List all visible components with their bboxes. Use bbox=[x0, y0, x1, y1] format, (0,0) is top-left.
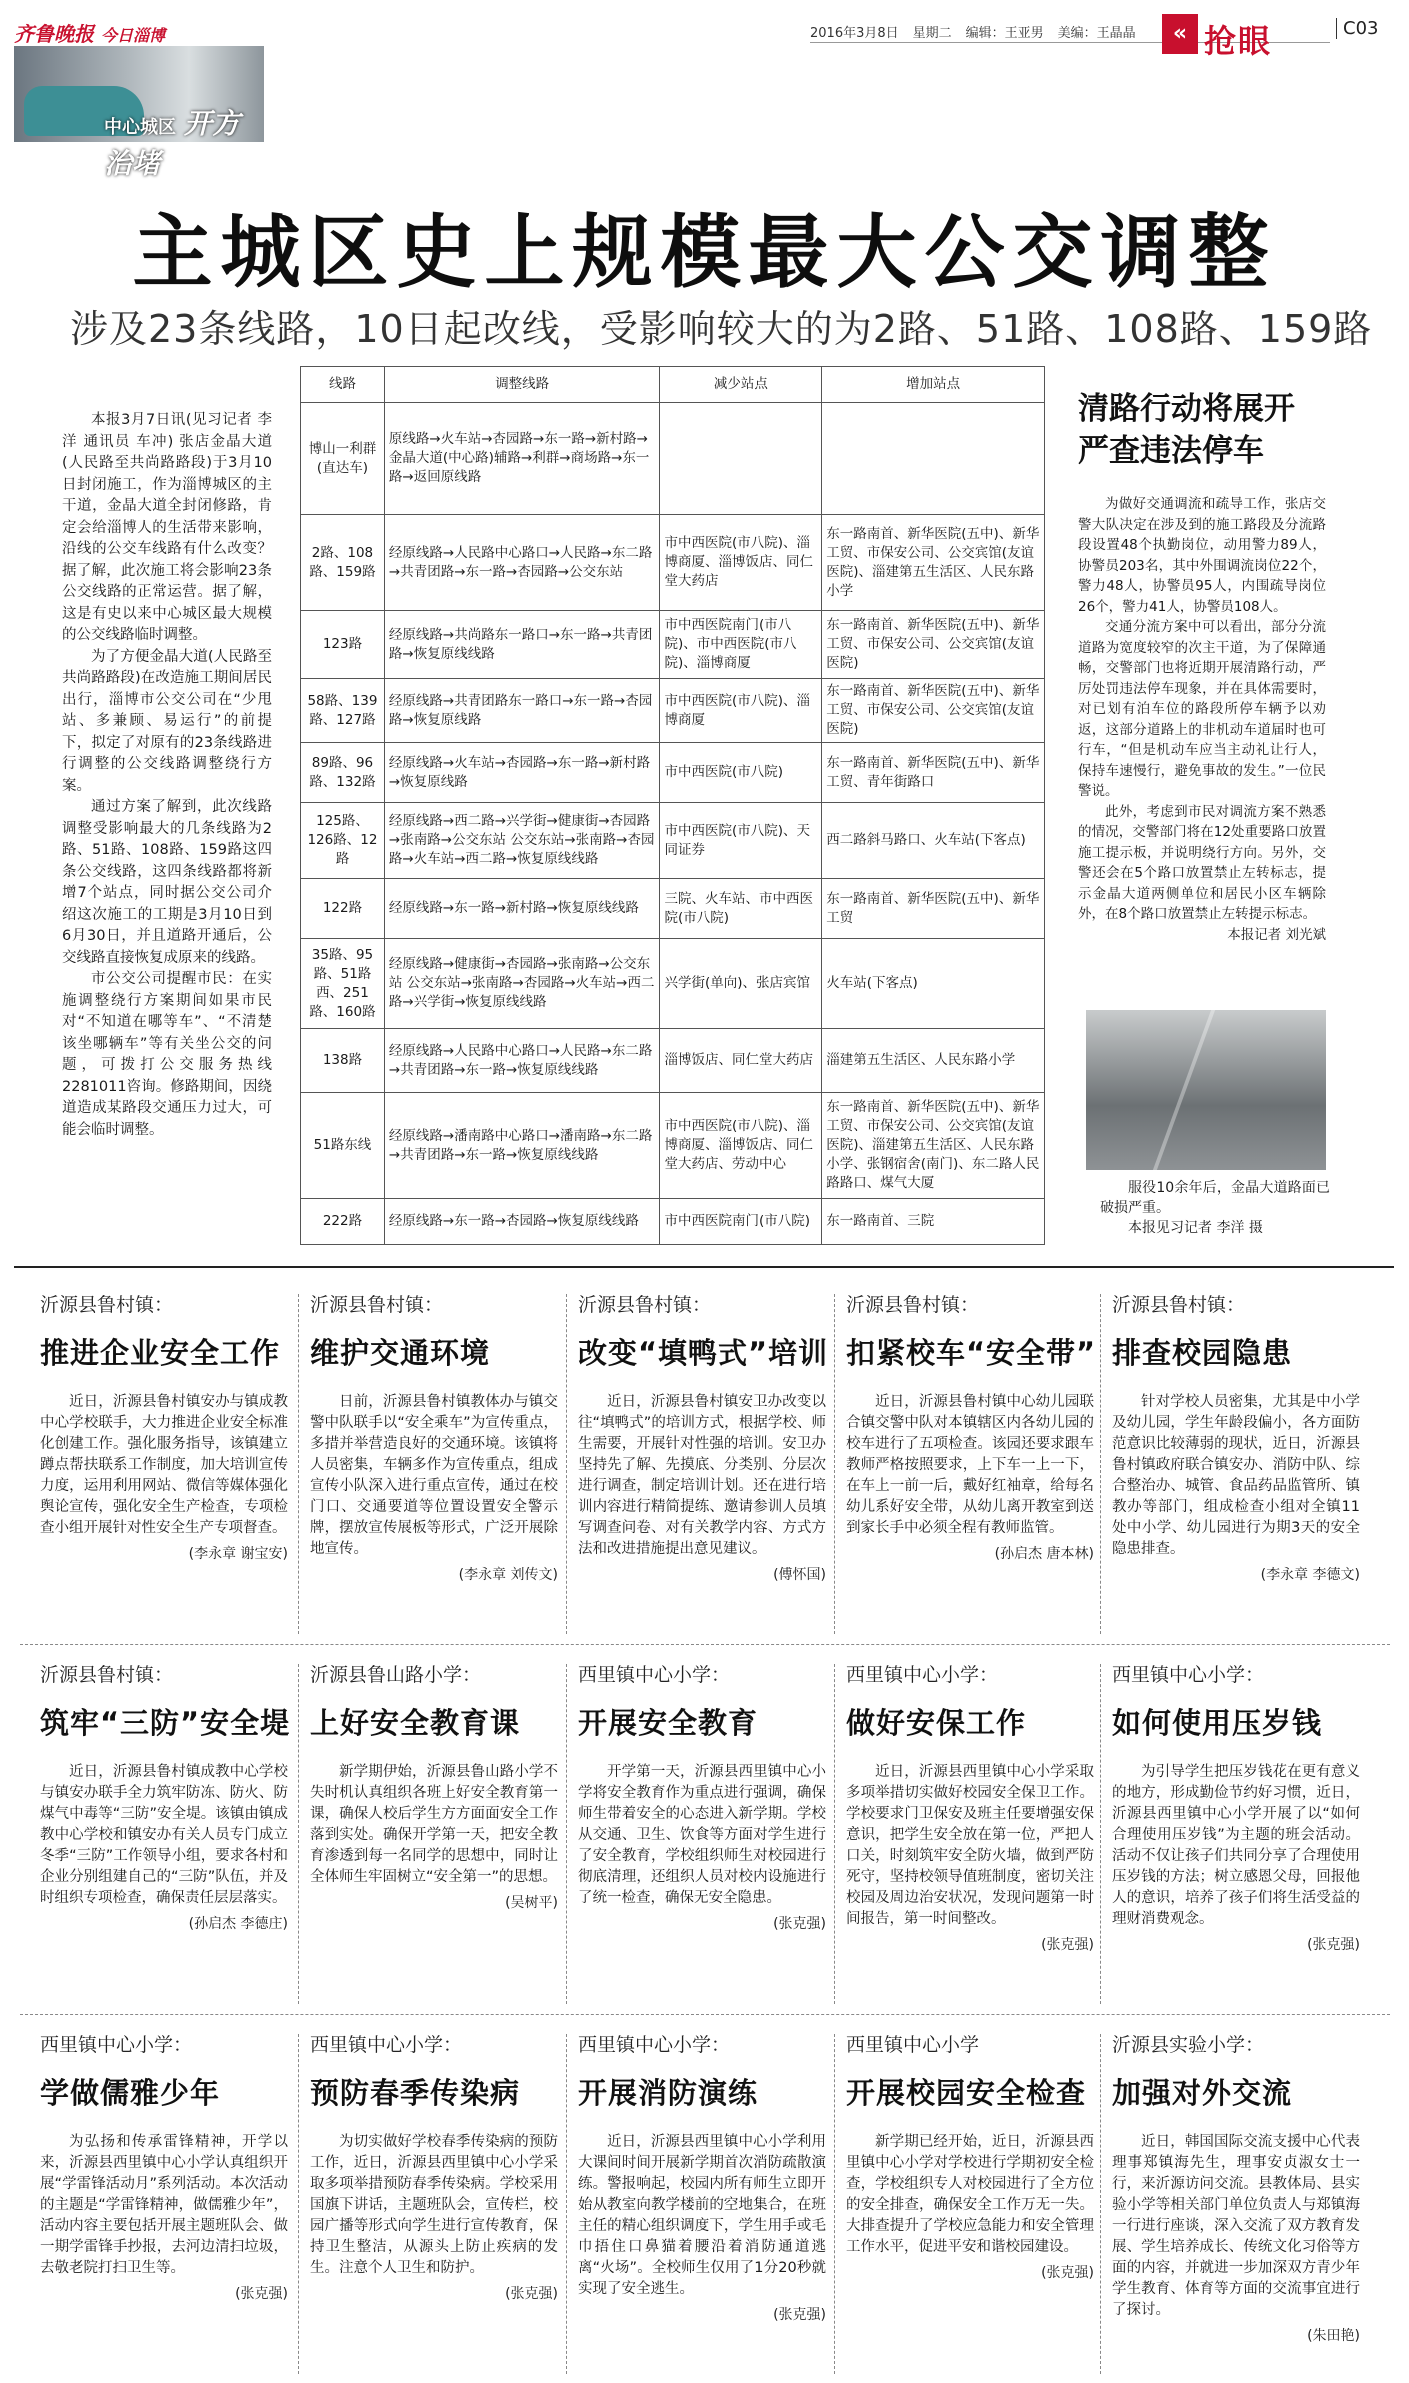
column-rule bbox=[1100, 1664, 1101, 2004]
brief-byline: (孙启杰 唐本林) bbox=[994, 1546, 1094, 1562]
table-cell: 222路 bbox=[301, 1199, 385, 1245]
brief-title: 如何使用压岁钱 bbox=[1112, 1706, 1323, 1740]
brief-article bbox=[846, 1660, 1094, 1954]
table-row bbox=[301, 879, 1045, 939]
table-cell: 市中西医院(市八院)、淄博商厦、淄博饭店、同仁堂大药店、劳动中心 bbox=[660, 1093, 822, 1199]
brief-title: 排查校园隐患 bbox=[1112, 1336, 1293, 1370]
brief-body: 近日，沂源县西里镇中心小学采取多项举措切实做好校园安全保卫工作。学校要求门卫保安及班主任要增强安保意识，把学生安全放在第一位，严把人口关，时刻筑牢安全防火墙，做到严防死守，坚持校领导值班制度，密切关注校园及周边治安状况，发现问题第一时间报告，第一时间整改。 bbox=[846, 1764, 1094, 1927]
table-cell: 市中西医院(市八院)、天同证券 bbox=[660, 803, 822, 879]
photo-caption: 服役10余年后，金晶大道路面已破损严重。 本报见习记者 李洋 摄 bbox=[1100, 1180, 1330, 1236]
brief-byline: (张克强) bbox=[1041, 2265, 1094, 2281]
table-cell: 东一路南首、新华医院(五中)、新华工贸、市保安公司、公交宾馆(友谊医院) bbox=[822, 611, 1045, 679]
page-number: C03 bbox=[1336, 18, 1378, 39]
photo-credit: 本报见习记者 李洋 摄 bbox=[1128, 1220, 1263, 1236]
brief-article bbox=[310, 2030, 558, 2303]
table-cell: 经原线路→健康街→杏园路→张南路→公交东站 公交东站→张南路→杏园路→火车站→西二路→兴学街→恢复原线线路 bbox=[384, 939, 660, 1029]
column-rule bbox=[566, 1664, 567, 2004]
brief-byline: (吴树平) bbox=[505, 1895, 558, 1911]
brief-body: 近日，沂源县鲁村镇安卫办改变以往“填鸭式”的培训方式，根据学校、师生需要，开展针对性强的培训。安卫办坚持先了解、先摸底、分类别、分层次进行调查，制定培训计划。还在进行培训内容进行精简提练、邀请参训人员填写调查问卷、对有关教学内容、方式方法和改进措施提出意见建议。 bbox=[578, 1394, 826, 1557]
table-row bbox=[301, 515, 1045, 611]
column-rule bbox=[1100, 2034, 1101, 2374]
table-header: 线路 bbox=[301, 367, 385, 403]
table-cell: 经原线路→人民路中心路口→人民路→东二路→共青团路→东一路→杏园路→公交东站 bbox=[384, 515, 660, 611]
table-cell: 市中西医院南门(市八院)、市中西医院(市八院)、淄博商厦 bbox=[660, 611, 822, 679]
table-cell: 火车站(下客点) bbox=[822, 939, 1045, 1029]
brief-title: 开展校园安全检查 bbox=[846, 2076, 1087, 2110]
table-header: 减少站点 bbox=[660, 367, 822, 403]
brief-location: 沂源县鲁村镇： bbox=[846, 1294, 980, 1316]
masthead-paper: 齐鲁晚报 今日淄博 bbox=[14, 22, 165, 46]
table-cell: 35路、95路、51路西、251路、160路 bbox=[301, 939, 385, 1029]
brief-article bbox=[310, 1660, 558, 1912]
brief-body: 近日，沂源县鲁村镇中心幼儿园联合镇交警中队对本镇辖区内各幼儿园的校车进行了五项检查。该园还要求跟车教师严格按照要求，上下车一上一下，在车上一前一后，戴好红袖章，给每名幼儿系好安全带，从幼儿离开教室到送到家长手中必须全程有教师监管。 bbox=[846, 1394, 1094, 1536]
brief-body: 为弘扬和传承雷锋精神，开学以来，沂源县西里镇中心小学认真组织开展“学雷锋活动月”系列活动。本次活动的主题是“学雷锋精神，做儒雅少年”，活动内容主要包括开展主题班队会、做一期学雷锋手抄报，去河边清扫垃圾，去敬老院打扫卫生等。 bbox=[40, 2134, 288, 2276]
brief-body: 针对学校人员密集，尤其是中小学及幼儿园，学生年龄段偏小，各方面防范意识比较薄弱的现状，近日，沂源县鲁村镇政府联合镇安办、消防中队、综合整治办、城管、食品药品监管所、镇教办等部门，组成检查小组对全镇11处中小学、幼儿园进行为期3天的安全隐患排查。 bbox=[1112, 1394, 1360, 1557]
table-cell: 东一路南首、新华医院(五中)、新华工贸、青年街路口 bbox=[822, 743, 1045, 803]
table-cell: 经原线路→东一路→新村路→恢复原线线路 bbox=[384, 879, 660, 939]
brief-title: 开展安全教育 bbox=[578, 1706, 759, 1740]
brief-body: 日前，沂源县鲁村镇教体办与镇交警中队联手以“安全乘车”为宣传重点，多措并举营造良好的交通环境。该镇将人员密集，车辆多作为宣传重点，组成宣传小队深入进行重点宣传，通过在校门口、交通要道等位置设置安全警示牌，摆放宣传展板等形式，广泛开展除地宣传。 bbox=[310, 1394, 558, 1557]
column-rule bbox=[566, 1294, 567, 1634]
table-cell: 125路、126路、12路 bbox=[301, 803, 385, 879]
brief-title: 筑牢“三防”安全堤 bbox=[40, 1706, 291, 1740]
table-row bbox=[301, 803, 1045, 879]
brief-title: 开展消防演练 bbox=[578, 2076, 759, 2110]
table-cell: 市中西医院(市八院)、淄博商厦 bbox=[660, 679, 822, 743]
brief-body: 新学期已经开始，近日，沂源县西里镇中心小学对学校进行学期初安全检查，学校组织专人对校园进行了全方位的安全排查，确保安全工作万无一失。大排查提升了学校应急能力和安全管理工作水平，促进平安和谐校园建设。 bbox=[846, 2134, 1094, 2255]
brief-title: 做好安保工作 bbox=[846, 1706, 1027, 1740]
brief-byline: (张克强) bbox=[235, 2286, 288, 2302]
table-cell: 138路 bbox=[301, 1029, 385, 1093]
brief-title: 改变“填鸭式”培训 bbox=[578, 1336, 829, 1370]
brief-byline: (张克强) bbox=[1307, 1937, 1360, 1953]
brief-article bbox=[1112, 1660, 1360, 1954]
brief-byline: (张克强) bbox=[773, 2307, 826, 2323]
brief-location: 西里镇中心小学： bbox=[40, 2034, 193, 2056]
brief-body: 近日，沂源县鲁村镇成教中心学校与镇安办联手全力筑牢防冻、防火、防煤气中毒等“三防”安全堤。该镇由镇成教中心学校和镇安办有关人员专门成立冬季“三防”工作领导小组，要求各村和企业分别组建自己的“三防”队伍，并及时组织专项检查，确保责任层层落实。 bbox=[40, 1764, 288, 1906]
brief-title: 上好安全教育课 bbox=[310, 1706, 521, 1740]
brief-byline: (孙启杰 李德庄) bbox=[188, 1916, 288, 1932]
brief-byline: (李永章 李德文) bbox=[1260, 1567, 1360, 1583]
table-cell: 三院、火车站、市中西医院(市八院) bbox=[660, 879, 822, 939]
brief-article bbox=[578, 1290, 829, 1584]
brief-title: 学做儒雅少年 bbox=[40, 2076, 221, 2110]
brief-location: 西里镇中心小学： bbox=[578, 1664, 731, 1686]
road-photo bbox=[1086, 1010, 1326, 1170]
table-cell: 经原线路→潘南路中心路口→潘南路→东二路→共青团路→东一路→恢复原线线路 bbox=[384, 1093, 660, 1199]
brief-body: 近日，韩国国际交流支援中心代表理事郑镇海先生，理事安贞淑女士一行，来沂源访问交流。县教体局、县实验小学等相关部门单位负责人与郑镇海一行进行座谈，深入交流了双方教育发展、学生培养成长、传统文化习俗等方面的内容，并就进一步加深双方青少年学生教育、体育等方面的交流事宜进行了探讨。 bbox=[1112, 2134, 1360, 2318]
table-cell: 经原线路→火车站→杏园路→东一路→新村路→恢复原线路 bbox=[384, 743, 660, 803]
brief-body: 新学期伊始，沂源县鲁山路小学不失时机认真组织各班上好安全教育第一课，确保人校后学生方方面面安全工作落到实处。确保开学第一天，把安全教育渗透到每一名同学的思想中，同时让全体师生牢固树立“安全第一”的思想。 bbox=[310, 1764, 558, 1885]
brief-body: 为引导学生把压岁钱花在更有意义的地方，形成勤俭节约好习惯，近日，沂源县西里镇中心小学开展了以“如何合理使用压岁钱”为主题的班会活动。活动不仅让孩子们共同分享了合理使用压岁钱的方法；树立感恩父母，回报他人的意识，培养了孩子们将生活受益的理财消费观念。 bbox=[1112, 1764, 1360, 1927]
brief-title: 维护交通环境 bbox=[310, 1336, 491, 1370]
headline: 主城区史上规模最大公交调整 bbox=[132, 206, 1277, 299]
brief-byline: (傅怀国) bbox=[773, 1567, 826, 1583]
table-row bbox=[301, 743, 1045, 803]
brief-body: 近日，沂源县鲁村镇安办与镇成教中心学校联手，大力推进企业安全标准化创建工作。强化服务指导，该镇建立蹲点帮扶联系工作制度，加大培训宣传力度，运用利用网站、微信等媒体强化舆论宣传，强化安全生产检查，专项检查小组开展针对性安全生产专项督查。 bbox=[40, 1394, 288, 1536]
brief-location: 沂源县鲁村镇： bbox=[578, 1294, 712, 1316]
table-cell: 东一路南首、新华医院(五中)、新华工贸、市保安公司、公交宾馆(友谊医院)、淄建第五生活区、人民东路小学、张钢宿舍(南门)、东二路人民路路口、煤气大厦 bbox=[822, 1093, 1045, 1199]
table-header: 调整线路 bbox=[384, 367, 660, 403]
side-title-2: 严查违法停车 bbox=[1078, 433, 1264, 469]
table-cell: 2路、108路、159路 bbox=[301, 515, 385, 611]
table-cell bbox=[660, 403, 822, 515]
table-header: 增加站点 bbox=[822, 367, 1045, 403]
column-rule bbox=[834, 1294, 835, 1634]
brief-byline: (张克强) bbox=[1041, 1937, 1094, 1953]
table-cell: 市中西医院(市八院) bbox=[660, 743, 822, 803]
side-article: 清路行动将展开 严查违法停车 为做好交通调流和疏导工作，张店交警大队决定在涉及到的施工路段及分流路段设置48个执勤岗位，动用警力89人，协警员203名，其中外围调流岗位22个，警力48人，协警员95人，内围疏导岗位26个，警力41人，协警员108人。 交通分流方案中可以看出，部分分流道路为宽度较窄的次主干道，为了保障通畅，交警部门也将近期开展清路行动，严厉处罚违法停车现象，并在具体需要时，对已划有泊车位的路段所停车辆予以劝返，这部分道路上的非机动车道届时也可行车，“但是机动车应当主动礼让行人，保持车速慢行，避免事故的发生。”一位民警说。 此外，考虑到市民对调流方案不熟悉的情况，交警部门将在12处重要路口放置施工提示板，并说明绕行方向。另外，交警还会在5个路口放置禁止左转标志，提示金晶大道两侧单位和居民小区车辆除外，在8个路口放置禁止左转提示标志。 本报记者 刘光斌 bbox=[1078, 388, 1326, 945]
table-cell: 51路东线 bbox=[301, 1093, 385, 1199]
brief-title: 推进企业安全工作 bbox=[40, 1336, 281, 1370]
table-cell: 58路、139路、127路 bbox=[301, 679, 385, 743]
table-cell: 东一路南首、新华医院(五中)、新华工贸、市保安公司、公交宾馆(友谊医院)、淄建第五生活区、人民东路小学 bbox=[822, 515, 1045, 611]
brief-byline: (朱田艳) bbox=[1307, 2328, 1360, 2344]
table-row bbox=[301, 679, 1045, 743]
table-cell: 东一路南首、新华医院(五中)、新华工贸、市保安公司、公交宾馆(友谊医院) bbox=[822, 679, 1045, 743]
subheadline: 涉及23条线路，10日起改线，受影响较大的为2路、51路、108路、159路 bbox=[70, 307, 1373, 351]
section-tag bbox=[1162, 14, 1332, 60]
brief-location: 沂源县鲁村镇： bbox=[40, 1664, 174, 1686]
table-cell: 淄博饭店、同仁堂大药店 bbox=[660, 1029, 822, 1093]
brief-article bbox=[1112, 1290, 1360, 1584]
table-cell: 淄建第五生活区、人民东路小学 bbox=[822, 1029, 1045, 1093]
brief-location: 沂源县鲁山路小学： bbox=[310, 1664, 482, 1686]
masthead-edition: 今日淄博 bbox=[100, 26, 165, 45]
side-byline: 本报记者 刘光斌 bbox=[1227, 926, 1326, 943]
table-row bbox=[301, 1199, 1045, 1245]
brief-location: 沂源县实验小学： bbox=[1112, 2034, 1265, 2056]
side-title-1: 清路行动将展开 bbox=[1078, 391, 1295, 427]
table-cell: 经原线路→共尚路东一路口→东一路→共青团路→恢复原线线路 bbox=[384, 611, 660, 679]
route-table bbox=[300, 366, 1045, 1245]
brief-article bbox=[40, 1290, 288, 1563]
column-rule bbox=[298, 2034, 299, 2374]
row-rule bbox=[20, 1644, 1390, 1645]
brief-article bbox=[40, 1660, 291, 1933]
table-row bbox=[301, 939, 1045, 1029]
table-row bbox=[301, 1093, 1045, 1199]
brief-byline: (李永章 谢宝安) bbox=[188, 1546, 288, 1562]
column-rule bbox=[1100, 1294, 1101, 1634]
table-cell: 市中西医院南门(市八院) bbox=[660, 1199, 822, 1245]
row-rule bbox=[20, 2014, 1390, 2015]
brief-location: 西里镇中心小学： bbox=[1112, 1664, 1265, 1686]
brief-location: 西里镇中心小学： bbox=[578, 2034, 731, 2056]
brief-location: 西里镇中心小学： bbox=[846, 1664, 999, 1686]
table-cell: 原线路→火车站→杏园路→东一路→新村路→金晶大道(中心路)辅路→利群→商场路→东一路→返回原线路 bbox=[384, 403, 660, 515]
table-cell: 博山一利群(直达车) bbox=[301, 403, 385, 515]
brief-byline: (李永章 刘传文) bbox=[458, 1567, 558, 1583]
section-banner bbox=[14, 46, 264, 180]
brief-title: 加强对外交流 bbox=[1112, 2076, 1293, 2110]
column-rule bbox=[298, 1294, 299, 1634]
column-rule bbox=[566, 2034, 567, 2374]
table-row bbox=[301, 403, 1045, 515]
table-row bbox=[301, 1029, 1045, 1093]
brief-body: 开学第一天，沂源县西里镇中心小学将安全教育作为重点进行强调，确保师生带着安全的心态进入新学期。学校从交通、卫生、饮食等方面对学生进行了安全教育，学校组织师生对校园进行彻底清理，还组织人员对校内设施进行了统一检查，确保无安全隐患。 bbox=[578, 1764, 826, 1906]
brief-location: 沂源县鲁村镇： bbox=[1112, 1294, 1246, 1316]
brief-byline: (张克强) bbox=[773, 1916, 826, 1932]
brief-article bbox=[578, 1660, 826, 1933]
section-label: 中心城区 bbox=[104, 117, 176, 138]
table-cell: 122路 bbox=[301, 879, 385, 939]
column-rule bbox=[834, 2034, 835, 2374]
table-cell bbox=[822, 403, 1045, 515]
brief-title: 预防春季传染病 bbox=[310, 2076, 521, 2110]
brief-location: 沂源县鲁村镇： bbox=[40, 1294, 174, 1316]
table-cell: 经原线路→西二路→兴学街→健康街→杏园路→张南路→公交东站 公交东站→张南路→杏园路→火车站→西二路→恢复原线线路 bbox=[384, 803, 660, 879]
chevron-icon: « bbox=[1162, 14, 1198, 54]
table-cell: 经原线路→共青团路东一路口→东一路→杏园路→恢复原线路 bbox=[384, 679, 660, 743]
table-cell: 东一路南首、三院 bbox=[822, 1199, 1045, 1245]
table-row bbox=[301, 611, 1045, 679]
brief-article bbox=[846, 1290, 1097, 1563]
brief-byline: (张克强) bbox=[505, 2286, 558, 2302]
table-cell: 市中西医院(市八院)、淄博商厦、淄博饭店、同仁堂大药店 bbox=[660, 515, 822, 611]
brief-location: 西里镇中心小学： bbox=[310, 2034, 463, 2056]
table-cell: 89路、96路、132路 bbox=[301, 743, 385, 803]
tag-word: 抢眼 bbox=[1204, 22, 1273, 60]
brief-article bbox=[40, 2030, 288, 2303]
brief-article bbox=[578, 2030, 826, 2324]
column-rule bbox=[834, 1664, 835, 2004]
brief-body: 近日，沂源县西里镇中心小学利用大课间时间开展新学期首次消防疏散演练。警报响起，校园内所有师生立即开始从教室向教学楼前的空地集合，在班主任的精心组织调度下，学生用手或毛巾捂住口鼻猫着腰沿着消防通道逃离“火场”。全校师生仅用了1分20秒就实现了安全逃生。 bbox=[578, 2134, 826, 2297]
brief-location: 西里镇中心小学 bbox=[846, 2034, 980, 2056]
brief-location: 沂源县鲁村镇： bbox=[310, 1294, 444, 1316]
table-cell: 东一路南首、新华医院(五中)、新华工贸 bbox=[822, 879, 1045, 939]
lead-article: 本报3月7日讯(见习记者 李洋 通讯员 车冲) 张店金晶大道(人民路至共尚路路段)于3月10日封闭施工，作为淄博城区的主干道，金晶大道全封闭修路，肯定会给淄博人的生活带来影响，沿线的公交车线路有什么改变？据了解，此次施工将会影响23条公交线路的正常运营。据了解，这是有史以来中心城区最大规模的公交线路临时调整。 为了方便金晶大道(人民路至共尚路路段)在改造施工期间居民出行，淄博市公交公司在“少甩站、多兼顾、易运行”的前提下，拟定了对原有的23条线路进行调整的公交线路调整绕行方案。 通过方案了解到，此次线路调整受影响最大的几条线路为2路、51路、108路、159路这四条公交线路，这四条线路都将新增7个站点，同时据公交公司介绍这次施工的工期是3月10日到6月30日，并且道路开通后，公交线路直接恢复成原来的线路。 市公交公司提醒市民：在实施调整绕行方案期间如果市民对“不知道在哪等车”、“不清楚该坐哪辆车”等有关坐公交的问题，可拨打公交服务热线2281011咨询。修路期间，因绕道造成某路段交通压力过大，可能会临时调整。 bbox=[62, 412, 272, 1138]
section-title: 开方治堵 bbox=[104, 107, 241, 180]
table-cell: 经原线路→人民路中心路口→人民路→东二路→共青团路→东一路→恢复原线线路 bbox=[384, 1029, 660, 1093]
brief-article bbox=[310, 1290, 558, 1584]
brief-body: 为切实做好学校春季传染病的预防工作，近日，沂源县西里镇中心小学采取多项举措预防春季传染病。学校采用国旗下讲话，主题班队会，宣传栏，校园广播等形式向学生进行宣传教育，保持卫生整洁，从源头上防止疾病的发生。注意个人卫生和防护。 bbox=[310, 2134, 558, 2276]
dateline: 2016年3月8日 星期二 编辑：王亚男 美编：王晶晶 bbox=[810, 26, 1136, 41]
table-cell: 经原线路→东一路→杏园路→恢复原线线路 bbox=[384, 1199, 660, 1245]
column-rule bbox=[298, 1664, 299, 2004]
table-cell: 西二路斜马路口、火车站(下客点) bbox=[822, 803, 1045, 879]
brief-article bbox=[1112, 2030, 1360, 2345]
table-cell: 兴学街(单向)、张店宾馆 bbox=[660, 939, 822, 1029]
section-divider bbox=[14, 1266, 1394, 1268]
table-cell: 123路 bbox=[301, 611, 385, 679]
brief-title: 扣紧校车“安全带” bbox=[846, 1336, 1097, 1370]
brief-article bbox=[846, 2030, 1094, 2282]
